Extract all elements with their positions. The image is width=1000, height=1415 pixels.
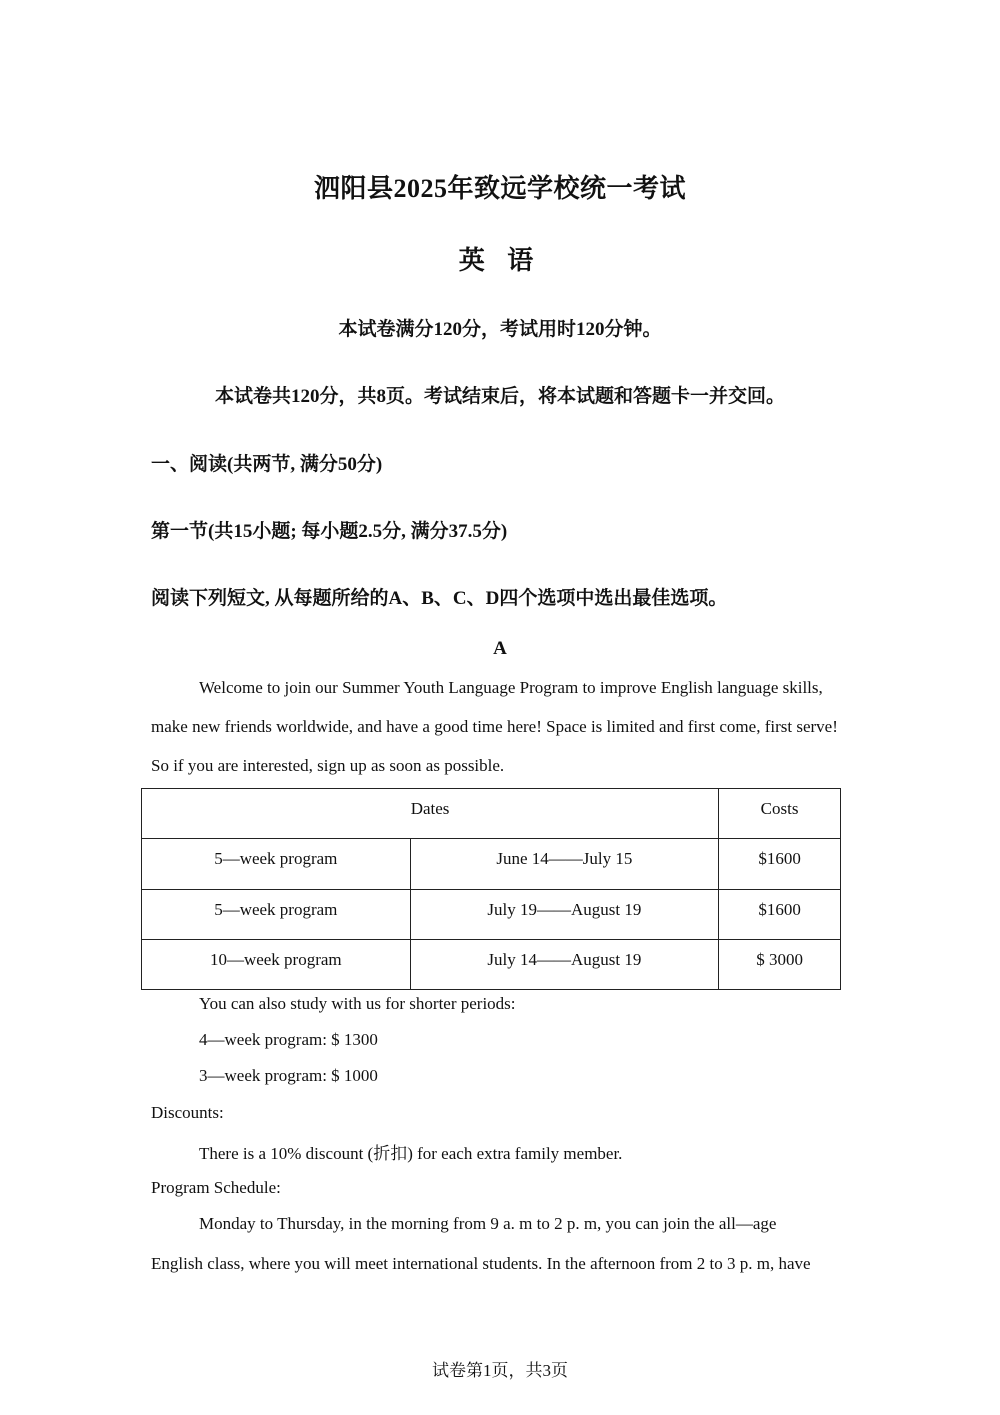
page-footer: 试卷第1页，共3页: [432, 1361, 568, 1380]
subject-title: 英 语: [458, 246, 542, 275]
section-heading: 第一节(共15小题; 每小题2.5分, 满分37.5分): [151, 521, 508, 542]
four-week-price: 4—week program: $ 1300: [199, 1030, 378, 1049]
instruction-text: 阅读下列短文, 从每题所给的A、B、C、D四个选项中选出最佳选项。: [151, 588, 728, 609]
three-week-price: 3—week program: $ 1000: [199, 1066, 378, 1085]
dates-header: Dates: [142, 789, 719, 839]
cost-cell: $1600: [719, 890, 841, 940]
passage-letter: A: [493, 638, 507, 659]
table-row: [142, 890, 841, 940]
exam-title: 泗阳县2025年致远学校统一考试: [313, 174, 686, 203]
dates-cell: June 14——July 15: [410, 839, 719, 890]
part-heading: 一、阅读(共两节, 满分50分): [151, 454, 383, 475]
costs-header: Costs: [719, 789, 841, 839]
pages-note: 本试卷共120分，共8页。考试结束后，将本试题和答题卡一并交回。: [214, 386, 785, 407]
schedule-line-2: English class, where you will meet international students. In the afternoon from 2 to 3 p. m, have: [151, 1254, 811, 1273]
cost-cell: $ 3000: [719, 940, 841, 990]
table-row: [142, 839, 841, 890]
table-header-row: [142, 789, 841, 839]
score-time-note: 本试卷满分120分，考试用时120分钟。: [338, 319, 662, 340]
schedule-line-1: Monday to Thursday, in the morning from 9 a. m to 2 p. m, you can join the all—age: [199, 1214, 777, 1233]
table-row: [142, 940, 841, 990]
discounts-label: Discounts:: [151, 1103, 224, 1122]
program-cell: 5—week program: [142, 839, 411, 890]
discount-text: There is a 10% discount (折扣) for each extra family member.: [199, 1144, 623, 1163]
program-table: [141, 788, 841, 990]
dates-cell: July 14——August 19: [410, 940, 719, 990]
program-cell: 5—week program: [142, 890, 411, 940]
program-cell: 10—week program: [142, 940, 411, 990]
cost-cell: $1600: [719, 839, 841, 890]
shorter-periods-text: You can also study with us for shorter periods:: [199, 994, 516, 1013]
dates-cell: July 19——August 19: [410, 890, 719, 940]
schedule-label: Program Schedule:: [151, 1178, 281, 1197]
passage-intro: Welcome to join our Summer Youth Language Program to improve English language skills, make new friends worldwide, and have a good time here! Space is limited and first come, first serve! So if you are interested, sign up as soon as possible.: [151, 678, 838, 775]
